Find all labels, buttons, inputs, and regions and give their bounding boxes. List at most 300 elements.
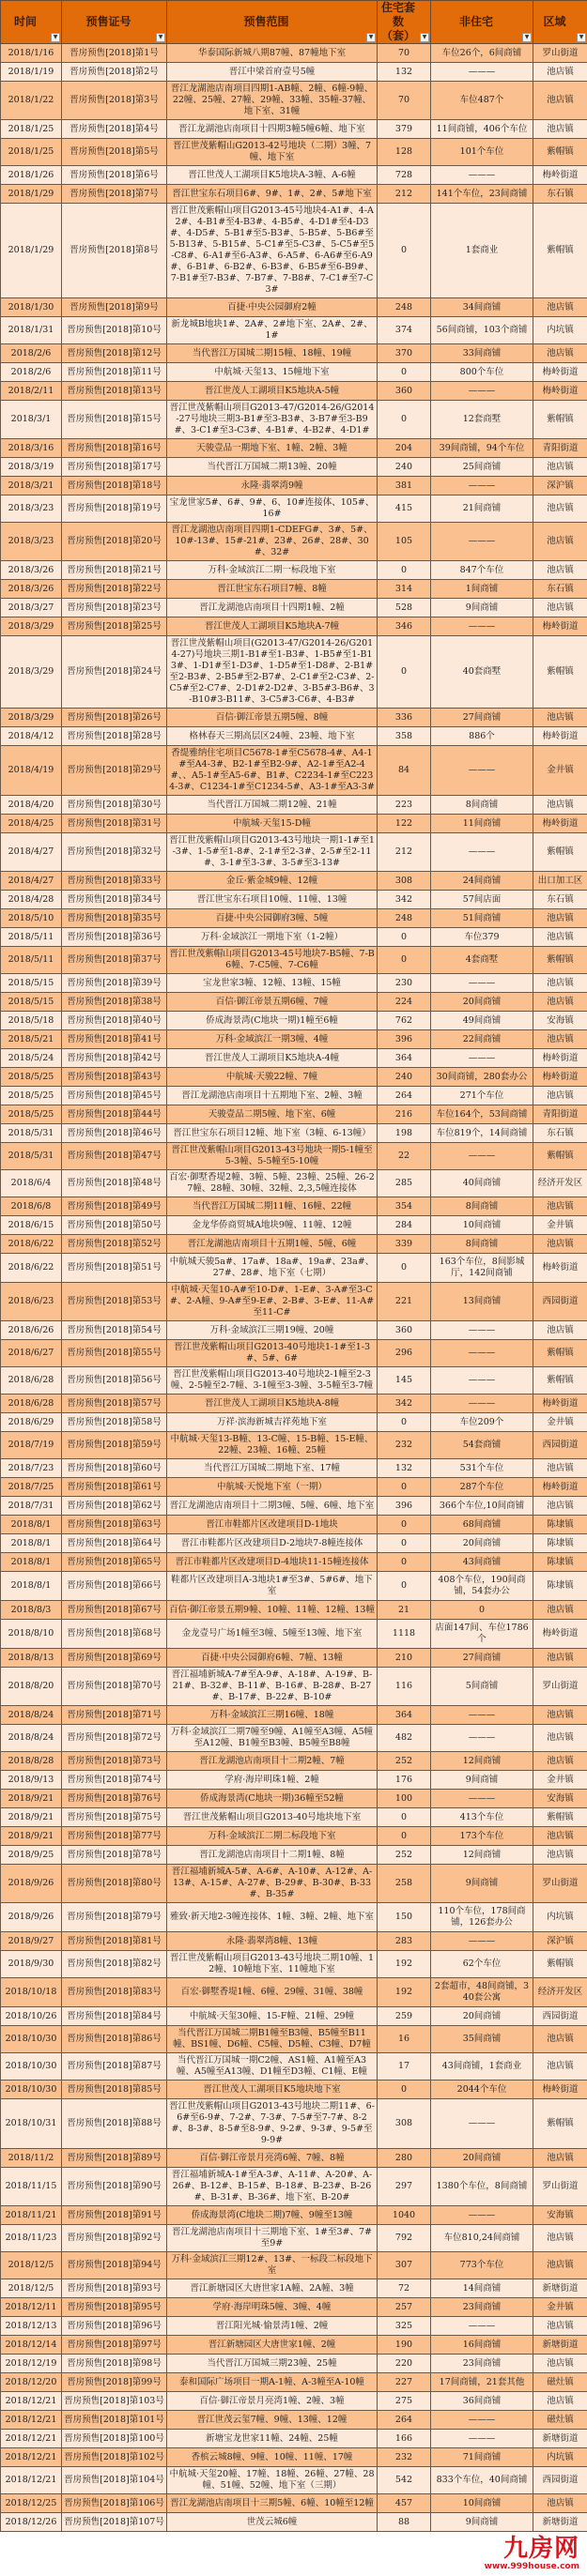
cell-non-residential: ———	[431, 974, 533, 993]
cell-date: 2018/7/19	[1, 1432, 62, 1459]
cell-residential-units: 264	[378, 1087, 431, 1105]
cell-residential-units: 542	[378, 2467, 431, 2494]
cell-permit-number: 晋房预售[2018]第56号	[62, 1367, 167, 1395]
cell-presale-scope: 万科·金域滨江三期12#、13#、一标段二标段地下室	[167, 2252, 378, 2279]
cell-presale-scope: 当代晋江万国城二期15幢、18幢、19幢	[167, 344, 378, 363]
cell-residential-units: 240	[378, 1068, 431, 1087]
cell-district: 池店镇	[533, 2225, 587, 2252]
cell-residential-units: 792	[378, 2225, 431, 2252]
table-row	[1, 1087, 587, 1105]
cell-presale-scope: 中航城·天玺10-A#至10-D#、1-E#、3-A#至3-C#、2-A幢、9-A#至9-E#、2-B#、3-E#、11-A#至11-C#	[167, 1283, 378, 1321]
cell-residential-units: 72	[378, 2279, 431, 2298]
cell-permit-number: 晋房预售[2018]第95号	[62, 2298, 167, 2317]
cell-non-residential: 173个车位	[431, 1827, 533, 1846]
cell-presale-scope: 百信·御江帝景五期5幢、8幢	[167, 709, 378, 727]
cell-residential-units: 192	[378, 1978, 431, 2007]
cell-date: 2018/2/11	[1, 382, 62, 401]
cell-permit-number: 晋房预售[2018]第59号	[62, 1432, 167, 1459]
cell-presale-scope: 晋江世宝东石项目12幢、地下室（3幢、6-13幢）	[167, 1124, 378, 1143]
cell-permit-number: 晋房预售[2018]第32号	[62, 833, 167, 872]
cell-permit-number: 晋房预售[2018]第64号	[62, 1534, 167, 1553]
cell-presale-scope: 晋江世茂人工湖项目K5地块A-4幢	[167, 1049, 378, 1068]
cell-district: 内坑镇	[533, 2448, 587, 2467]
cell-permit-number: 晋房预售[2018]第41号	[62, 1030, 167, 1049]
cell-permit-number: 晋房预售[2018]第17号	[62, 458, 167, 477]
cell-non-residential: ———	[431, 2317, 533, 2336]
filter-dropdown-icon[interactable]: ▼	[51, 33, 60, 42]
cell-district: 梅岭街道	[533, 1395, 587, 1413]
cell-date: 2018/8/24	[1, 1706, 62, 1725]
cell-permit-number: 晋房预售[2018]第39号	[62, 974, 167, 993]
table-row	[1, 1932, 587, 1951]
cell-presale-scope: 侨成海景湾(C地块一期)36幢至52幢	[167, 1790, 378, 1808]
table-row	[1, 2355, 587, 2373]
cell-non-residential: 68间商铺	[431, 1516, 533, 1534]
cell-non-residential: ———	[431, 166, 533, 185]
cell-date: 2018/3/26	[1, 561, 62, 580]
cell-date: 2018/1/25	[1, 120, 62, 139]
cell-residential-units: 221	[378, 1283, 431, 1321]
cell-date: 2018/4/28	[1, 891, 62, 909]
cell-district: 池店镇	[533, 599, 587, 617]
table-row	[1, 2513, 587, 2532]
cell-date: 2018/10/30	[1, 2081, 62, 2099]
filter-dropdown-icon[interactable]: ▼	[156, 33, 165, 42]
cell-district: 池店镇	[533, 298, 587, 317]
cell-non-residential: ———	[431, 2206, 533, 2225]
table-row	[1, 344, 587, 363]
cell-residential-units: 240	[378, 458, 431, 477]
cell-non-residential: 40间商铺	[431, 1170, 533, 1197]
cell-district: 紫帽镇	[533, 947, 587, 974]
cell-presale-scope: 中航城·天玺20幢、17幢、18幢、26幢、27幢、28幢、51幢、52幢、地下室（三期）	[167, 2467, 378, 2494]
cell-permit-number: 晋房预售[2018]第60号	[62, 1459, 167, 1478]
cell-district: 紫帽镇	[533, 2099, 587, 2149]
cell-residential-units: 1118	[378, 1620, 431, 1649]
cell-residential-units: 0	[378, 1413, 431, 1432]
table-row	[1, 2298, 587, 2317]
column-header-label: 区域	[543, 15, 565, 28]
cell-non-residential: 1套商业	[431, 204, 533, 298]
cell-non-residential: 10间商铺	[431, 1216, 533, 1235]
cell-permit-number: 晋房预售[2018]第45号	[62, 1087, 167, 1105]
cell-presale-scope: 新塘宝龙世家11幢、24幢、25幢	[167, 2430, 378, 2448]
cell-permit-number: 晋房预售[2018]第36号	[62, 928, 167, 947]
cell-non-residential: 8间商铺	[431, 1235, 533, 1254]
cell-permit-number: 晋房预售[2018]第78号	[62, 1846, 167, 1865]
filter-dropdown-icon[interactable]: ▼	[522, 33, 532, 42]
cell-permit-number: 晋房预售[2018]第55号	[62, 1340, 167, 1367]
table-row	[1, 1105, 587, 1124]
cell-district: 池店镇	[533, 993, 587, 1012]
cell-district: 池店镇	[533, 344, 587, 363]
cell-presale-scope: 晋江福埔新城A-1#至A-3#、A-11#、A-20#、A-26#、B-12#、B-15#、B-18#、B-23#、B-26#、B-31#、B-36#、地下室、B-20#	[167, 2168, 378, 2206]
cell-presale-scope: 华泰国际新城八期87幢、87幢地下室	[167, 44, 378, 63]
cell-residential-units: 296	[378, 1340, 431, 1367]
cell-district: 紫帽镇	[533, 1143, 587, 1170]
cell-date: 2018/3/29	[1, 709, 62, 727]
cell-residential-units: 728	[378, 166, 431, 185]
column-header-label: 预售范围	[243, 15, 288, 28]
cell-non-residential: 847个车位	[431, 561, 533, 580]
cell-non-residential: 车位487个	[431, 82, 533, 120]
cell-district: 罗山街道	[533, 1865, 587, 1903]
cell-permit-number: 晋房预售[2018]第98号	[62, 2355, 167, 2373]
table-row	[1, 909, 587, 928]
cell-presale-scope: 晋江世茂紫帽山项目G2013-43号地块二期11#、6-6#至6-9#、7-2#、7-3#、7-5#至7-7#、8-2#、8-3#、8-5#至8-9#、9-2#、9-3#、9-5#至9-9#	[167, 2099, 378, 2149]
cell-residential-units: 285	[378, 1170, 431, 1197]
table-row	[1, 1254, 587, 1283]
cell-non-residential: ———	[431, 477, 533, 495]
cell-permit-number: 晋房预售[2018]第57号	[62, 1395, 167, 1413]
cell-non-residential: 33间商铺	[431, 344, 533, 363]
cell-presale-scope: 侨成海景湾(C地块二期)7幢、9幢至13幢	[167, 2206, 378, 2225]
cell-presale-scope: 永隆·翡翠湾8幢、13幢	[167, 1932, 378, 1951]
cell-district: 池店镇	[533, 495, 587, 523]
column-header-label: 非住宅	[459, 15, 493, 28]
table-row	[1, 2411, 587, 2430]
cell-district: 经济开发区	[533, 1170, 587, 1197]
cell-date: 2018/10/30	[1, 2053, 62, 2081]
cell-district: 金井镇	[533, 1216, 587, 1235]
cell-residential-units: 220	[378, 2355, 431, 2373]
cell-residential-units: 84	[378, 746, 431, 796]
cell-residential-units: 280	[378, 2149, 431, 2168]
cell-permit-number: 晋房预售[2018]第77号	[62, 1827, 167, 1846]
cell-date: 2018/4/27	[1, 872, 62, 891]
column-header-residential-units	[378, 1, 431, 44]
cell-presale-scope: 当代晋江万国城二期12幢、21幢	[167, 796, 378, 815]
cell-non-residential: ———	[431, 833, 533, 872]
cell-presale-scope: 中航城·天玺30幢、15-F幢、21幢、29幢	[167, 2007, 378, 2026]
cell-residential-units: 132	[378, 1459, 431, 1478]
cell-residential-units: 762	[378, 1012, 431, 1030]
cell-district: 池店镇	[533, 2149, 587, 2168]
table-row	[1, 317, 587, 344]
cell-residential-units: 381	[378, 477, 431, 495]
cell-date: 2018/8/13	[1, 1649, 62, 1668]
cell-date: 2018/3/1	[1, 401, 62, 439]
cell-residential-units: 0	[378, 947, 431, 974]
cell-presale-scope: 万科·金域滨江一期3幢、4幢	[167, 1030, 378, 1049]
cell-district: 青阳街道	[533, 439, 587, 458]
cell-presale-scope: 晋江世茂云玺7幢、9幢、13幢、12幢	[167, 2411, 378, 2430]
cell-date: 2018/5/18	[1, 1012, 62, 1030]
cell-district: 金井镇	[533, 1413, 587, 1432]
cell-presale-scope: 百捷·中央公园御府6幢、7幢、13幢	[167, 1649, 378, 1668]
cell-permit-number: 晋房预售[2018]第65号	[62, 1553, 167, 1572]
cell-permit-number: 晋房预售[2018]第19号	[62, 495, 167, 523]
cell-non-residential: ———	[431, 1706, 533, 1725]
table-row	[1, 1752, 587, 1771]
cell-district: 池店镇	[533, 458, 587, 477]
table-row	[1, 1553, 587, 1572]
cell-district: 安海镇	[533, 2206, 587, 2225]
cell-permit-number: 晋房预售[2018]第63号	[62, 1516, 167, 1534]
filter-dropdown-icon[interactable]: ▼	[577, 33, 586, 42]
cell-non-residential: 20间商铺	[431, 2149, 533, 2168]
table-row	[1, 1572, 587, 1601]
cell-date: 2018/6/22	[1, 1254, 62, 1283]
cell-residential-units: 264	[378, 2411, 431, 2430]
cell-presale-scope: 万祥·滨海新城吉祥苑地下室	[167, 1413, 378, 1432]
cell-residential-units: 70	[378, 82, 431, 120]
cell-presale-scope: 百捷·中央公园御府2幢	[167, 298, 378, 317]
cell-non-residential: 43间商铺	[431, 1553, 533, 1572]
table-row	[1, 1903, 587, 1932]
cell-permit-number: 晋房预售[2018]第81号	[62, 1932, 167, 1951]
table-row	[1, 495, 587, 523]
cell-permit-number: 晋房预售[2018]第85号	[62, 2081, 167, 2099]
cell-residential-units: 0	[378, 401, 431, 439]
cell-district: 池店镇	[533, 1497, 587, 1516]
cell-presale-scope: 当代晋江万国城一期C2幢、AS1幢、A1幢至A3幢、A5幢至A13幢、D1幢至D3幢、C1幢、E幢	[167, 2053, 378, 2081]
cell-permit-number: 晋房预售[2018]第38号	[62, 993, 167, 1012]
cell-permit-number: 晋房预售[2018]第34号	[62, 891, 167, 909]
cell-date: 2018/9/27	[1, 1932, 62, 1951]
cell-presale-scope: 晋江市鞋都片区改建项目D-2地块7-8幢连接体	[167, 1534, 378, 1553]
cell-district: 池店镇	[533, 1197, 587, 1216]
column-header-district	[533, 1, 587, 44]
cell-residential-units: 358	[378, 727, 431, 746]
cell-date: 2018/6/27	[1, 1340, 62, 1367]
cell-residential-units: 212	[378, 833, 431, 872]
cell-district: 东石镇	[533, 580, 587, 599]
table-row	[1, 2430, 587, 2448]
cell-date: 2018/1/25	[1, 139, 62, 166]
cell-presale-scope: 百信·御江帝景五期6幢、7幢	[167, 993, 378, 1012]
cell-permit-number: 晋房预售[2018]第73号	[62, 1752, 167, 1771]
cell-presale-scope: 晋江世茂紫帽山项目G2013-43号地块一期1-1#至1-3#、1-5#至1-8#、2-1#至2-3#、2-5#至2-11#、3-1#至3-3#、3-5#至3-13#	[167, 833, 378, 872]
cell-residential-units: 275	[378, 2392, 431, 2411]
cell-date: 2018/1/22	[1, 82, 62, 120]
cell-district: 东石镇	[533, 185, 587, 204]
cell-date: 2018/4/20	[1, 796, 62, 815]
cell-presale-scope: 学府·海岸明珠1幢、2幢	[167, 1771, 378, 1790]
cell-presale-scope: 晋江龙湖池店南项目十五期地下室、2幢、3幢	[167, 1087, 378, 1105]
cell-residential-units: 132	[378, 63, 431, 82]
cell-non-residential: 12套商墅	[431, 401, 533, 439]
cell-non-residential: 23间商铺	[431, 2355, 533, 2373]
cell-residential-units: 88	[378, 2513, 431, 2532]
cell-date: 2018/9/26	[1, 1865, 62, 1903]
cell-district: 深沪镇	[533, 1932, 587, 1951]
cell-non-residential: ———	[431, 382, 533, 401]
cell-district: 池店镇	[533, 1601, 587, 1620]
cell-non-residential: 27间商铺	[431, 1649, 533, 1668]
cell-residential-units: 0	[378, 204, 431, 298]
cell-permit-number: 晋房预售[2018]第101号	[62, 2411, 167, 2430]
cell-district: 池店镇	[533, 1087, 587, 1105]
cell-date: 2018/5/24	[1, 1049, 62, 1068]
cell-date: 2018/2/6	[1, 344, 62, 363]
cell-presale-scope: 香槟云城8幢、9幢、10幢、11幢、17幢	[167, 2448, 378, 2467]
table-row	[1, 1413, 587, 1432]
cell-district: 池店镇	[533, 2392, 587, 2411]
cell-presale-scope: 中航城·天玺13-B幢、13-C幢、15-B幢、15-E幢、22幢、23幢、16幢、25幢	[167, 1432, 378, 1459]
cell-residential-units: 308	[378, 872, 431, 891]
cell-permit-number: 晋房预售[2018]第28号	[62, 727, 167, 746]
cell-residential-units: 248	[378, 909, 431, 928]
cell-presale-scope: 晋江龙湖池店南项目十五期1幢、5幢、6幢	[167, 1235, 378, 1254]
cell-district: 池店镇	[533, 796, 587, 815]
table-row	[1, 1395, 587, 1413]
cell-non-residential: 8间商铺	[431, 1197, 533, 1216]
cell-residential-units: 0	[378, 1254, 431, 1283]
cell-district: 紫帽镇	[533, 139, 587, 166]
cell-non-residential: 12间商铺	[431, 1846, 533, 1865]
table-row	[1, 63, 587, 82]
cell-non-residential: 408个车位，190间商铺，54套办公	[431, 1572, 533, 1601]
cell-presale-scope: 晋江世茂紫帽山项目G2013-43号地块二期10幢、12幢、10幢地下室、11幢地下室	[167, 1951, 378, 1978]
cell-district: 新塘街道	[533, 2336, 587, 2355]
cell-date: 2018/1/19	[1, 63, 62, 82]
cell-residential-units: 0	[378, 2081, 431, 2099]
table-row	[1, 1068, 587, 1087]
cell-permit-number: 晋房预售[2018]第91号	[62, 2206, 167, 2225]
cell-presale-scope: 当代晋江万国城三期23幢、25幢	[167, 2355, 378, 2373]
cell-presale-scope: 中航城·天玺15-D幢	[167, 815, 378, 833]
table-row	[1, 891, 587, 909]
table-row	[1, 185, 587, 204]
table-row	[1, 139, 587, 166]
cell-permit-number: 晋房预售[2018]第5号	[62, 139, 167, 166]
cell-non-residential: 1380个车位，8间商铺	[431, 2168, 533, 2206]
table-row	[1, 1706, 587, 1725]
cell-residential-units: 190	[378, 2336, 431, 2355]
table-row	[1, 1978, 587, 2007]
cell-permit-number: 晋房预售[2018]第106号	[62, 2494, 167, 2513]
cell-permit-number: 晋房预售[2018]第8号	[62, 204, 167, 298]
cell-permit-number: 晋房预售[2018]第40号	[62, 1012, 167, 1030]
cell-presale-scope: 晋江世茂人工湖项目K5地块A-8幢	[167, 1395, 378, 1413]
cell-residential-units: 166	[378, 2430, 431, 2448]
cell-residential-units: 22	[378, 1143, 431, 1170]
cell-presale-scope: 晋江世茂紫帽山项目G2013-45号地块4-A1#、4-A2#、4-B1#至4-B3#、4-B5#、4-D1#至4-D3#、4-D5#、5-B1#至5-B3#、5-B5#、5-B6#至5-B13#、5-B15#、5-C1#至5-C3#、5-C5#至5-C8#、6-A1#至6-A3#、6-A5#、6-A6#至6-A9#、6-B1#、6-B2#、6-B3#、6-B5#至6-B9#、7-B1#至7-B3#、7-B7#、7-B8#、7-C1#至7-C3#	[167, 204, 378, 298]
cell-presale-scope: 晋江世茂紫帽山G2013-42号地块（二期）3幢、7幢、地下室	[167, 139, 378, 166]
cell-non-residential: ———	[431, 1395, 533, 1413]
filter-dropdown-icon[interactable]: ▼	[366, 33, 376, 42]
cell-non-residential: ———	[431, 1367, 533, 1395]
cell-presale-scope: 金丘·紫金城9幢、12幢	[167, 872, 378, 891]
header-row	[1, 1, 587, 44]
cell-non-residential: 56间商铺，103个商铺	[431, 317, 533, 344]
cell-district: 罗山街道	[533, 2168, 587, 2206]
filter-dropdown-icon[interactable]: ▼	[420, 33, 429, 42]
table-row	[1, 1012, 587, 1030]
cell-residential-units: 128	[378, 139, 431, 166]
cell-district: 金井镇	[533, 2298, 587, 2317]
cell-date: 2018/4/12	[1, 727, 62, 746]
cell-permit-number: 晋房预售[2018]第82号	[62, 1951, 167, 1978]
cell-district: 池店镇	[533, 1725, 587, 1752]
cell-date: 2018/12/5	[1, 2252, 62, 2279]
cell-residential-units: 325	[378, 2317, 431, 2336]
cell-permit-number: 晋房预售[2018]第66号	[62, 1572, 167, 1601]
cell-residential-units: 342	[378, 1395, 431, 1413]
cell-district: 西园街道	[533, 2007, 587, 2026]
cell-non-residential: ———	[431, 1049, 533, 1068]
cell-date: 2018/12/21	[1, 2392, 62, 2411]
table-row	[1, 1235, 587, 1254]
cell-presale-scope: 雅致·新天地2-3幢连接体、1幢、3幢、2幢、地下室	[167, 1903, 378, 1932]
cell-presale-scope: 宝龙世家3幢、12幢、13幢、15幢	[167, 974, 378, 993]
cell-residential-units: 360	[378, 1321, 431, 1340]
table-row	[1, 2252, 587, 2279]
cell-presale-scope: 晋江世茂人工湖项目K5地块A-5幢	[167, 382, 378, 401]
cell-date: 2018/1/26	[1, 166, 62, 185]
cell-presale-scope: 侨成海景湾(C地块一期)1幢至6幢	[167, 1012, 378, 1030]
cell-residential-units: 192	[378, 1951, 431, 1978]
cell-district: 池店镇	[533, 82, 587, 120]
cell-permit-number: 晋房预售[2018]第89号	[62, 2149, 167, 2168]
table-row	[1, 2007, 587, 2026]
cell-permit-number: 晋房预售[2018]第76号	[62, 1790, 167, 1808]
watermark-logo-text: 九房网	[0, 2536, 579, 2562]
cell-date: 2018/12/13	[1, 2317, 62, 2336]
table-row	[1, 2279, 587, 2298]
cell-permit-number: 晋房预售[2018]第48号	[62, 1170, 167, 1197]
cell-permit-number: 晋房预售[2018]第49号	[62, 1197, 167, 1216]
cell-district: 池店镇	[533, 1706, 587, 1725]
cell-date: 2018/8/1	[1, 1516, 62, 1534]
cell-non-residential: 车位164个，53间商铺	[431, 1105, 533, 1124]
cell-residential-units: 314	[378, 580, 431, 599]
cell-district: 池店镇	[533, 709, 587, 727]
cell-non-residential: 9间商铺	[431, 1865, 533, 1903]
cell-presale-scope: 中航城·天悦地下室（一期）	[167, 1478, 378, 1497]
table-row	[1, 1432, 587, 1459]
table-row	[1, 204, 587, 298]
cell-non-residential: 20间商铺	[431, 2007, 533, 2026]
cell-district: 池店镇	[533, 2053, 587, 2081]
cell-non-residential: 店面147间、车位1786个	[431, 1620, 533, 1649]
cell-district: 安海镇	[533, 1012, 587, 1030]
cell-presale-scope: 晋江龙湖池店南项目十三期5幢、6幢、10幢至12幢	[167, 2494, 378, 2513]
cell-district: 池店镇	[533, 561, 587, 580]
cell-non-residential: 0	[431, 1601, 533, 1620]
table-row	[1, 2373, 587, 2392]
cell-permit-number: 晋房预售[2018]第86号	[62, 2026, 167, 2053]
cell-district: 紫帽镇	[533, 833, 587, 872]
cell-permit-number: 晋房预售[2018]第94号	[62, 2252, 167, 2279]
cell-non-residential: 8间商铺	[431, 796, 533, 815]
cell-permit-number: 晋房预售[2018]第102号	[62, 2448, 167, 2467]
cell-non-residential: 531个车位	[431, 1459, 533, 1478]
cell-presale-scope: 晋江新塘园区大唐世家1幢、2幢	[167, 2336, 378, 2355]
cell-presale-scope: 晋江阳光城·愉景湾1幢、2幢	[167, 2317, 378, 2336]
table-row	[1, 2149, 587, 2168]
table-row	[1, 928, 587, 947]
table-row	[1, 2392, 587, 2411]
cell-residential-units: 307	[378, 2252, 431, 2279]
table-row	[1, 2317, 587, 2336]
watermark-url: www.999house.com	[0, 2562, 579, 2572]
cell-district: 紫帽镇	[533, 1951, 587, 1978]
cell-district: 紫帽镇	[533, 1808, 587, 1827]
cell-district: 梅岭街道	[533, 1478, 587, 1497]
cell-presale-scope: 百宏·御墅香堤1幢、6幢、29幢、31幢、38幢	[167, 1978, 378, 2007]
column-header-permit-number	[62, 1, 167, 44]
table-row	[1, 599, 587, 617]
cell-presale-scope: 宝龙世家5#、6#、9#、6、10#连接体、105#、16#	[167, 495, 378, 523]
cell-residential-units: 1040	[378, 2206, 431, 2225]
cell-district: 池店镇	[533, 1827, 587, 1846]
cell-date: 2018/11/21	[1, 2206, 62, 2225]
cell-presale-scope: 晋江福埔新城A-5#、A-6#、A-10#、A-12#、A-13#、A-15#、A-27#、B-29#、B-30#、B-33#、B-35#	[167, 1865, 378, 1903]
table-row	[1, 872, 587, 891]
cell-permit-number: 晋房预售[2018]第10号	[62, 317, 167, 344]
